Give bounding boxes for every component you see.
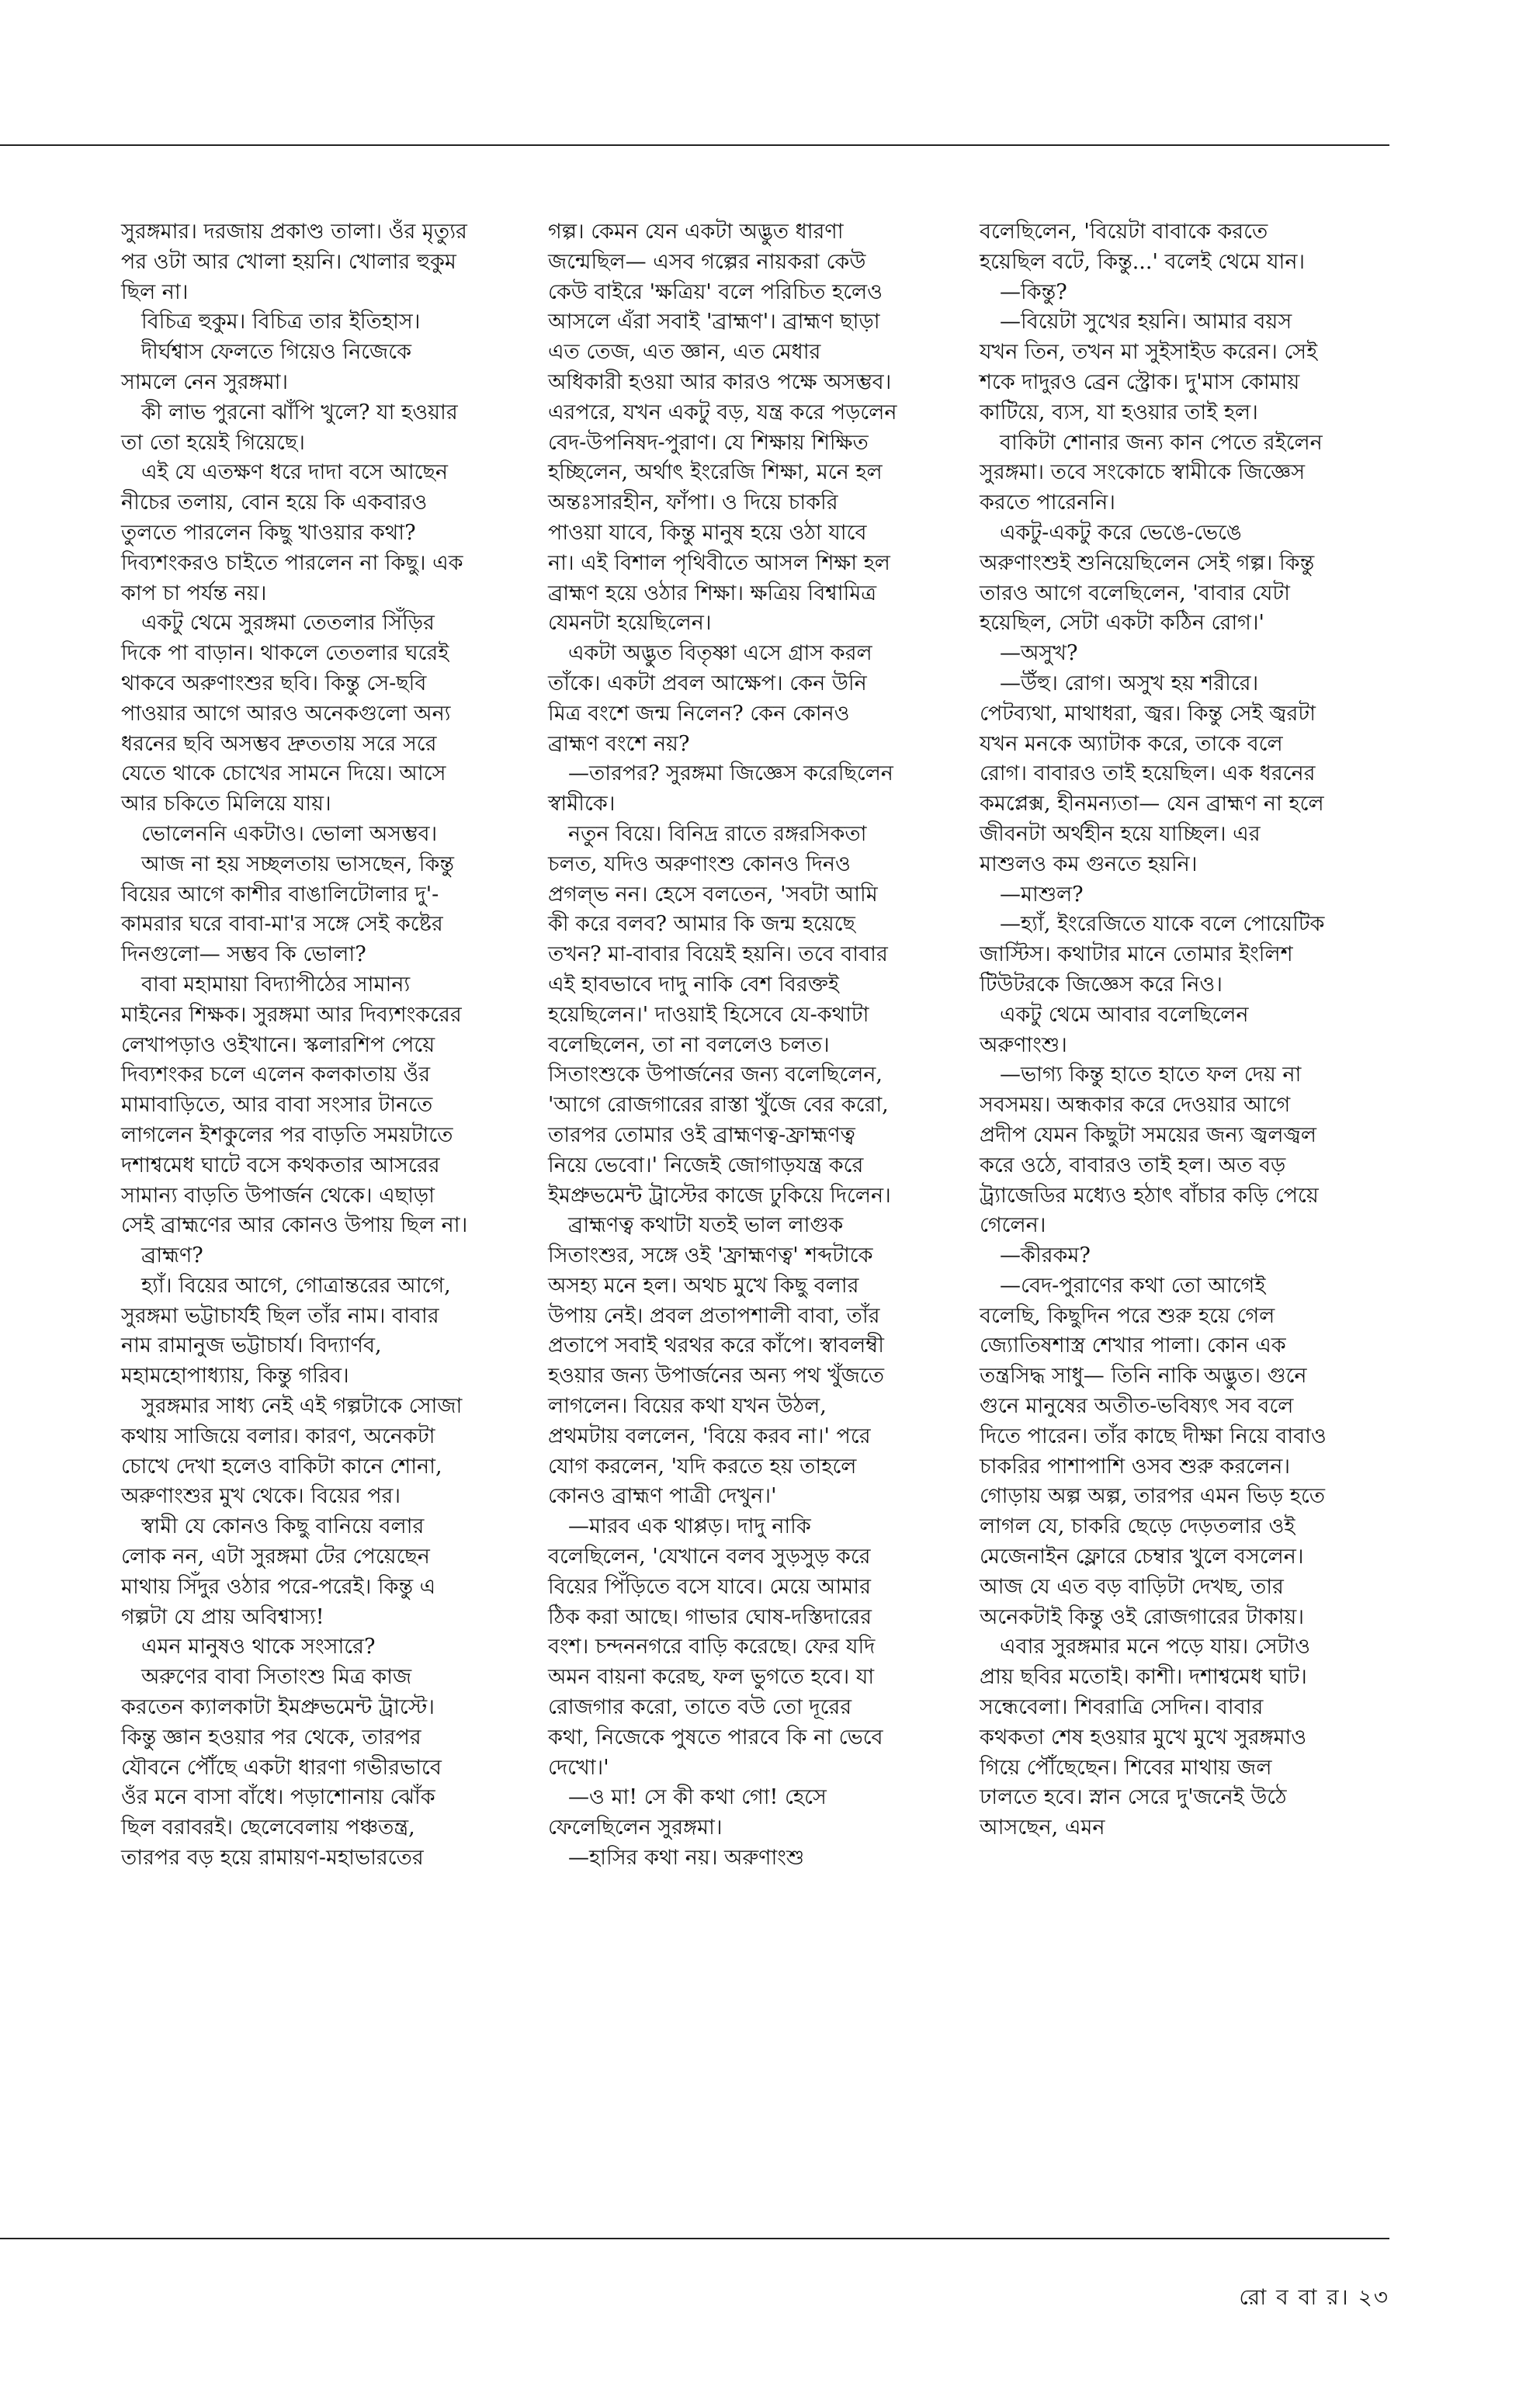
- paragraph: ভোলেননি একটাও। ভোলা অসম্ভব।: [141, 821, 438, 846]
- paragraph: দীর্ঘশ্বাস ফেলতে গিয়েও নিজেকে সামলে নেন সুরঙ্গমা।: [121, 340, 411, 394]
- paragraph: ব্রাহ্মণত্ব কথাটা যতই ভাল লাগুক সিতাংশুর, সঙ্গে ওই 'ফ্রাহ্মণত্ব' শব্দটাকে অসহ্য মনে হল। অথচ মুখে কিছু বলার উপায় নেই। প্রবল প্রতাপশালী বাবা, তাঁর প্রতাপে সবাই থরথর করে কাঁপে। স্বাবলম্বী হওয়ার জন্য উপার্জনের অন্য পথ খুঁজতে লাগলেন। বিয়ের কথা যখন উঠল, প্রথমটায় বললেন, 'বিয়ে করব না।' পরে যোগ করলেন, 'যদি করতে হয় তাহলে কোনও ব্রাহ্মণ পাত্রী দেখুন।': [548, 1213, 884, 1509]
- paragraph: —হ্যাঁ, ইংরেজিতে যাকে বলে পোয়েটিক জাস্টিস। কথাটার মানে তোমার ইংলিশ টিউটরকে জিজ্ঞেস করে নিও।: [980, 912, 1325, 997]
- page-folio: রো ব বা র। ২৩: [1239, 2284, 1389, 2310]
- text-column-1: [121, 217, 470, 1874]
- text-column-3: [980, 217, 1329, 1843]
- paragraph: একটু থেমে আবার বলেছিলেন অরুণাংশু।: [980, 1002, 1249, 1057]
- paragraph: কী লাভ পুরনো ঝাঁপি খুলে? যা হওয়ার তা তো হয়েই গিয়েছে।: [121, 400, 458, 455]
- paragraph: —ও মা! সে কী কথা গো! হেসে ফেলেছিলেন সুরঙ্গমা।: [548, 1785, 827, 1840]
- paragraph: একটা অদ্ভুত বিতৃষ্ণা এসে গ্রাস করল তাঁকে। একটা প্রবল আক্ষেপ। কেন উনি মিত্র বংশে জন্ম নিলেন? কেন কোনও ব্রাহ্মণ বংশে নয়?: [548, 641, 872, 756]
- paragraph: একটু-একটু করে ভেঙে-ভেঙে অরুণাংশুই শুনিয়েছিলেন সেই গল্প। কিন্তু তারও আগে বলেছিলেন, 'বাবার যেটা হয়েছিল, সেটা একটা কঠিন রোগ।': [980, 520, 1315, 636]
- paragraph: ব্রাহ্মণ?: [141, 1243, 203, 1268]
- paragraph: বাকিটা শোনার জন্য কান পেতে রইলেন সুরঙ্গমা। তবে সংকোচে স্বামীকে জিজ্ঞেস করতে পারেননি।: [980, 430, 1323, 515]
- paragraph: সুরঙ্গমার। দরজায় প্রকাণ্ড তালা। ওঁর মৃত্যুর পর ওটা আর খোলা হয়নি। খোলার হুকুম ছিল না।: [121, 220, 467, 304]
- paragraph: —বিয়েটা সুখের হয়নি। আমার বয়স যখন তিন, তখন মা সুইসাইড করেন। সেই শকে দাদুরও ব্রেন স্ট্রোক। দু'মাস কোমায় কাটিয়ে, ব্যস, যা হওয়ার তাই হল।: [980, 310, 1318, 425]
- paragraph: —বেদ-পুরাণের কথা তো আগেই বলেছি, কিছুদিন পরে শুরু হয়ে গেল জ্যোতিষশাস্ত্র শেখার পালা। কোন এক তন্ত্রসিদ্ধ সাধু— তিনি নাকি অদ্ভুত। গুনে গুনে মানুষের অতীত-ভবিষ্যৎ সব বলে দিতে পারেন। তাঁর কাছে দীক্ষা নিয়ে বাবাও চাকরির পাশাপাশি ওসব শুরু করলেন। গোড়ায় অল্প অল্প, তারপর এমন ভিড় হতে লাগল যে, চাকরি ছেড়ে দেড়তলার ওই মেজেনাইন ফ্লোরে চেম্বার খুলে বসলেন। আজ যে এত বড় বাড়িটা দেখছ, তার অনেকটাই কিন্তু ওই রোজগারের টাকায়।: [980, 1273, 1327, 1629]
- paragraph: —মারব এক থাপ্পড়। দাদু নাকি বলেছিলেন, 'যেখানে বলব সুড়সুড় করে বিয়ের পিঁড়িতে বসে যাবে। মেয়ে আমার ঠিক করা আছে। গাভার ঘোষ-দস্তিদারের বংশ। চন্দননগরে বাড়ি করেছে। ফের যদি অমন বায়না করেছ, ফল ভুগতে হবে। যা রোজগার করো, তাতে বউ তো দূরের কথা, নিজেকে পুষতে পারবে কি না ভেবে দেখো।': [548, 1514, 883, 1780]
- paragraph: অরুণের বাবা সিতাংশু মিত্র কাজ করতেন ক্যালকাটা ইমপ্রুভমেন্ট ট্রাস্টে। কিন্তু জ্ঞান হওয়ার পর থেকে, তারপর যৌবনে পৌঁছে একটা ধারণা গভীরভাবে ওঁর মনে বাসা বাঁধে। পড়াশোনায় ঝোঁক ছিল বরাবরই। ছেলেবেলায় পঞ্চতন্ত্র, তারপর বড় হয়ে রামায়ণ-মহাভারতের: [121, 1665, 442, 1871]
- paragraph: একটু থেমে সুরঙ্গমা তেতলার সিঁড়ির দিকে পা বাড়ান। থাকলে তেতলার ঘরেই থাকবে অরুণাংশুর ছবি। কিন্তু সে-ছবি পাওয়ার আগে আরও অনেকগুলো অন্য ধরনের ছবি অসম্ভব দ্রুততায় সরে সরে যেতে থাকে চোখের সামনে দিয়ে। আসে আর চকিতে মিলিয়ে যায়।: [121, 611, 451, 817]
- paragraph: —তারপর? সুরঙ্গমা জিজ্ঞেস করেছিলেন স্বামীকে।: [548, 761, 893, 817]
- paragraph: স্বামী যে কোনও কিছু বানিয়ে বলার লোক নন, এটা সুরঙ্গমা টের পেয়েছেন মাথায় সিঁদুর ওঠার পরে-পরেই। কিন্তু এ গল্পটা যে প্রায় অবিশ্বাস্য!: [121, 1514, 436, 1629]
- paragraph: এই যে এতক্ষণ ধরে দাদা বসে আছেন নীচের তলায়, বোন হয়ে কি একবারও তুলতে পারলেন কিছু খাওয়ার কথা? দিব্যশংকরও চাইতে পারলেন না কিছু। এক কাপ চা পর্যন্ত নয়।: [121, 460, 463, 605]
- paragraph: —কীরকম?: [1000, 1243, 1091, 1268]
- paragraph: —কিন্তু?: [1000, 279, 1067, 304]
- paragraph: এমন মানুষও থাকে সংসারে?: [141, 1635, 376, 1659]
- paragraph: —ভাগ্য কিন্তু হাতে হাতে ফল দেয় না সবসময়। অন্ধকার করে দেওয়ার আগে প্রদীপ যেমন কিছুটা সময়ের জন্য জ্বলজ্বল করে ওঠে, বাবারও তাই হল। অত বড় ট্র্যাজেডির মধ্যেও হঠাৎ বাঁচার কড়ি পেয়ে গেলেন।: [980, 1063, 1319, 1238]
- paragraph: —মাশুল?: [1000, 882, 1084, 907]
- paragraph: —উঁহু। রোগ। অসুখ হয় শরীরে। পেটব্যথা, মাথাধরা, জ্বর। কিন্তু সেই জ্বরটা যখন মনকে অ্যাটাক করে, তাকে বলে রোগ। বাবারও তাই হয়েছিল। এক ধরনের কমপ্লেক্স, হীনমন্যতা— যেন ব্রাহ্মণ না হলে জীবনটা অর্থহীন হয়ে যাচ্ছিল। এর মাশুলও কম গুনতে হয়নি।: [980, 671, 1324, 876]
- paragraph: গল্প। কেমন যেন একটা অদ্ভুত ধারণা জন্মেছিল— এসব গল্পের নায়করা কেউ কেউ বাইরে 'ক্ষত্রিয়' বলে পরিচিত হলেও আসলে এঁরা সবাই 'ব্রাহ্মণ'। ব্রাহ্মণ ছাড়া এত তেজ, এত জ্ঞান, এত মেধার অধিকারী হওয়া আর কারও পক্ষে অসম্ভব। এরপরে, যখন একটু বড়, যন্ত্র করে পড়লেন বেদ-উপনিষদ-পুরাণ। যে শিক্ষায় শিক্ষিত হচ্ছিলেন, অর্থাৎ ইংরেজি শিক্ষা, মনে হল অন্তঃসারহীন, ফাঁপা। ও দিয়ে চাকরি পাওয়া যাবে, কিন্তু মানুষ হয়ে ওঠা যাবে না। এই বিশাল পৃথিবীতে আসল শিক্ষা হল ব্রাহ্মণ হয়ে ওঠার শিক্ষা। ক্ষত্রিয় বিশ্বামিত্র যেমনটা হয়েছিলেন।: [548, 220, 897, 636]
- paragraph: সুরঙ্গমার সাধ্য নেই এই গল্পটাকে সোজা কথায় সাজিয়ে বলার। কারণ, অনেকটা চোখে দেখা হলেও বাকিটা কানে শোনা, অরুণাংশুর মুখ থেকে। বিয়ের পর।: [121, 1394, 463, 1509]
- text-column-2: [548, 217, 897, 1874]
- paragraph: বাবা মহামায়া বিদ্যাপীঠের সামান্য মাইনের শিক্ষক। সুরঙ্গমা আর দিব্যশংকরের লেখাপড়াও ওইখানে। স্কলারশিপ পেয়ে দিব্যশংকর চলে এলেন কলকাতায় ওঁর মামাবাড়িতে, আর বাবা সংসার টানতে লাগলেন ইশকুলের পর বাড়তি সময়টাতে দশাশ্বমেধ ঘাটে বসে কথকতার আসরের সামান্য বাড়তি উপার্জন থেকে। এছাড়া সেই ব্রাহ্মণের আর কোনও উপায় ছিল না।: [121, 972, 468, 1238]
- paragraph: এবার সুরঙ্গমার মনে পড়ে যায়। সেটাও প্রায় ছবির মতোই। কাশী। দশাশ্বমেধ ঘাট। সন্ধেবেলা। শিবরাত্রি সেদিন। বাবার কথকতা শেষ হওয়ার মুখে মুখে সুরঙ্গমাও গিয়ে পৌঁছেছেন। শিবের মাথায় জল ঢালতে হবে। স্নান সেরে দু'জনেই উঠে আসছেন, এমন: [980, 1635, 1310, 1840]
- paragraph: আজ না হয় সচ্ছলতায় ভাসছেন, কিন্তু বিয়ের আগে কাশীর বাঙালিটোলার দু'-কামরার ঘরে বাবা-মা'র সঙ্গে সেই কষ্টের দিনগুলো— সম্ভব কি ভোলা?: [121, 851, 455, 967]
- bottom-rule: [0, 2238, 1389, 2239]
- paragraph: বিচিত্র হুকুম। বিচিত্র তার ইতিহাস।: [141, 310, 421, 335]
- paragraph: —হাসির কথা নয়। অরুণাংশু: [568, 1846, 805, 1871]
- paragraph: হ্যাঁ। বিয়ের আগে, গোত্রান্তরের আগে, সুরঙ্গমা ভট্টাচার্যই ছিল তাঁর নাম। বাবার নাম রামানুজ ভট্টাচার্য। বিদ্যার্ণব, মহামহোপাধ্যায়, কিন্তু গরিব।: [121, 1273, 451, 1389]
- paragraph: বলেছিলেন, 'বিয়েটা বাবাকে করতে হয়েছিল বটে, কিন্তু...' বলেই থেমে যান।: [980, 220, 1306, 274]
- top-rule: [0, 144, 1389, 146]
- paragraph: —অসুখ?: [1000, 641, 1078, 666]
- paragraph: নতুন বিয়ে। বিনিদ্র রাতে রঙ্গরসিকতা চলত, যদিও অরুণাংশু কোনও দিনও প্রগল্ভ নন। হেসে বলতেন, 'সবটা আমি কী করে বলব? আমার কি জন্ম হয়েছে তখন? মা-বাবার বিয়েই হয়নি। তবে বাবার এই হাবভাবে দাদু নাকি বেশ বিরক্তই হয়েছিলেন।' দাওয়াই হিসেবে যে-কথাটা বলেছিলেন, তা না বললেও চলত। সিতাংশুকে উপার্জনের জন্য বলেছিলেন, 'আগে রোজগারের রাস্তা খুঁজে বের করো, তারপর তোমার ওই ব্রাহ্মণত্ব-ফ্রাহ্মণত্ব নিয়ে ভেবো।' নিজেই জোগাড়যন্ত্র করে ইমপ্রুভমেন্ট ট্রাস্টের কাজে ঢুকিয়ে দিলেন।: [548, 821, 891, 1208]
